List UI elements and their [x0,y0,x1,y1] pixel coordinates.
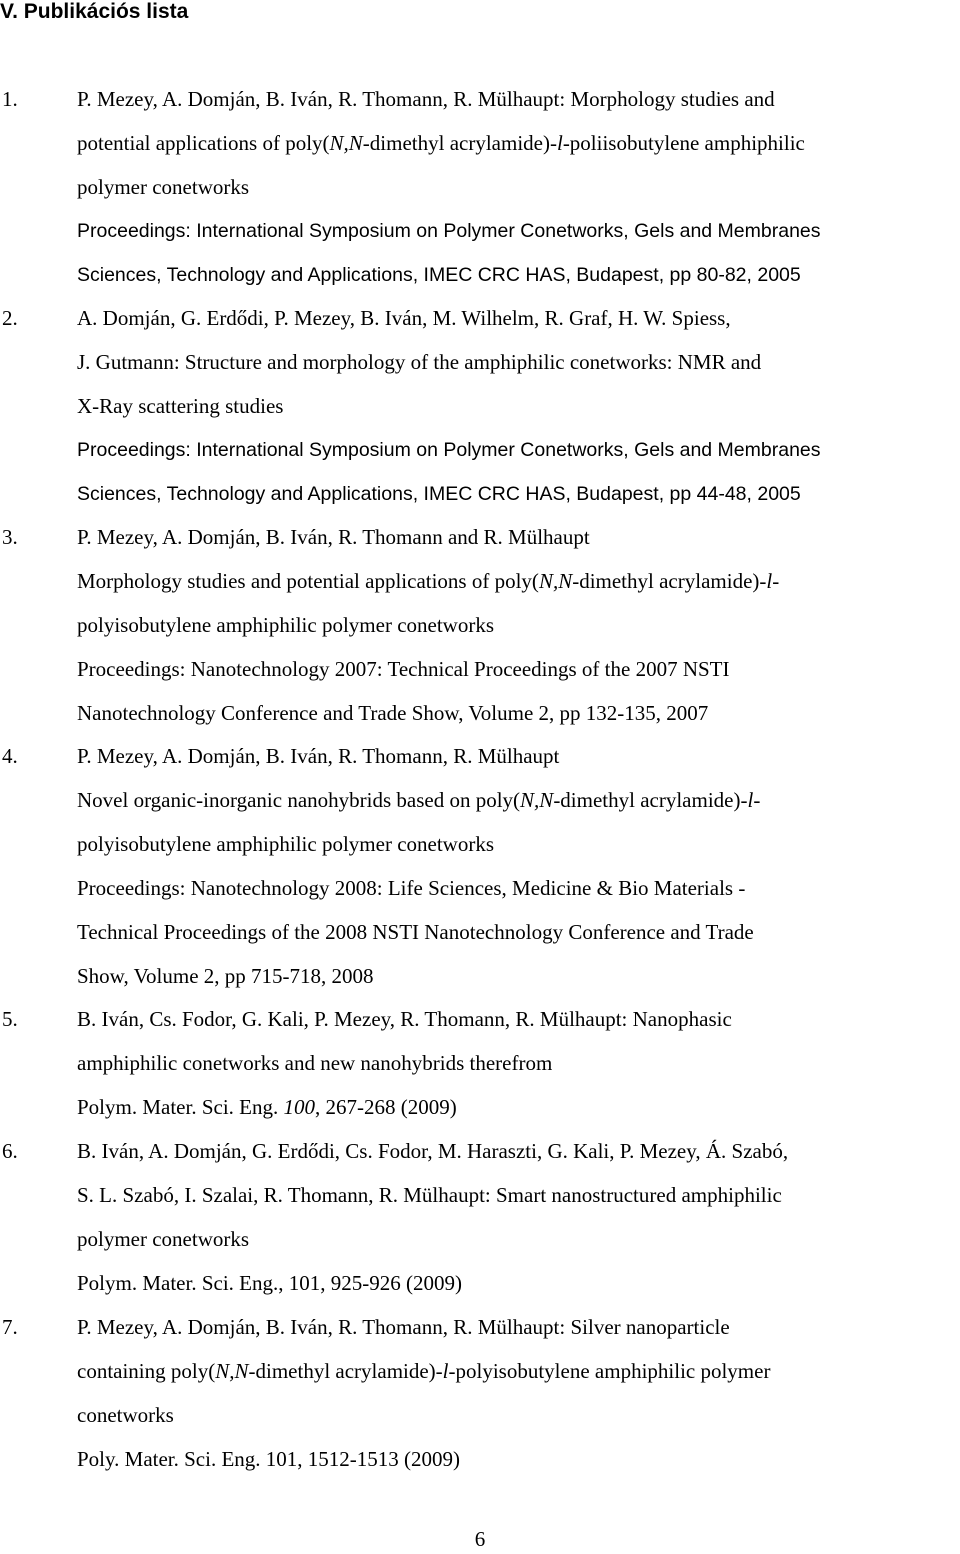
publication-venue: Polym. Mater. Sci. Eng., 101, 925-926 (2009) [77,1271,462,1295]
publication-title-line [77,559,779,603]
publication-title-line: polymer conetworks [77,175,250,199]
publication-venue: Nanotechnology Conference and Trade Show, Volume 2, pp 132-135, 2007 [77,701,709,725]
publication-authors-line [77,77,775,121]
publication-venue: Poly. Mater. Sci. Eng. 101, 1512-1513 (2009) [77,1447,461,1471]
publication-title: Silver nanoparticle [570,1315,730,1339]
publication-title-line: polymer conetworks [77,1227,250,1251]
publication-authors: P. Mezey, A. Domján, B. Iván, R. Thomann, R. Mülhaupt [77,744,560,768]
title-text: -dimethyl acrylamide)- [362,131,557,155]
title-italic: l [766,569,773,593]
title-text: potential applications of poly( [77,131,330,155]
publication-venue: Sciences, Technology and Applications, IMEC CRC HAS, Budapest, pp 44-48, 2005 [77,483,801,505]
publication-authors-line [77,997,732,1041]
title-text: Novel organic-inorganic nanohybrids based on poly( [77,788,521,812]
publication-venue: Proceedings: International Symposium on Polymer Conetworks, Gels and Membranes [77,439,821,461]
publication-venue [77,1085,457,1129]
publication-number: 4. [2,744,18,768]
publication-title-line: polyisobutylene amphiphilic polymer conetworks [77,832,495,856]
publication-authors: J. Gutmann: [77,350,180,374]
publication-authors: B. Iván, Cs. Fodor, G. Kali, P. Mezey, R. Thomann, R. Mülhaupt: [77,1007,628,1031]
publication-authors-line [77,340,761,384]
publication-venue: Proceedings: Nanotechnology 2008: Life Sciences, Medicine & Bio Materials - [77,876,746,900]
publication-authors: P. Mezey, A. Domján, B. Iván, R. Thomann and R. Mülhaupt [77,525,590,549]
publication-title-line: X-Ray scattering studies [77,394,284,418]
publication-authors: B. Iván, A. Domján, G. Erdődi, Cs. Fodor, M. Haraszti, G. Kali, P. Mezey, Á. Szabó, [77,1139,789,1163]
publication-title-line [77,121,805,165]
title-text: -dimethyl acrylamide)- [248,1359,443,1383]
journal-pages: , 267-268 (2009) [315,1095,457,1119]
title-text: Morphology studies and potential applications of poly( [77,569,539,593]
title-text: -poliisobutylene amphiphilic [562,131,805,155]
publication-authors: P. Mezey, A. Domján, B. Iván, R. Thomann, R. Mülhaupt: [77,87,566,111]
title-text: - [772,569,780,593]
publication-title-line [77,1349,770,1393]
publication-authors: A. Domján, G. Erdődi, P. Mezey, B. Iván, M. Wilhelm, R. Graf, H. W. Spiess, [77,306,731,330]
publication-venue: Proceedings: International Symposium on Polymer Conetworks, Gels and Membranes [77,220,821,242]
title-text: - [753,788,761,812]
publication-venue: Proceedings: Nanotechnology 2007: Technical Proceedings of the 2007 NSTI [77,657,730,681]
title-italic: N,N [329,131,363,155]
publication-title: Structure and morphology of the amphiphilic conetworks: NMR and [184,350,762,374]
publication-number: 5. [2,1007,18,1031]
section-heading: V. Publikációs lista [0,0,189,23]
publication-number: 2. [2,306,18,330]
publication-number: 7. [2,1315,18,1339]
journal-volume: 100 [283,1095,315,1119]
publication-venue: Technical Proceedings of the 2008 NSTI Nanotechnology Conference and Trade [77,920,754,944]
title-italic: N,N [538,569,573,593]
publication-title: Smart nanostructured amphiphilic [496,1183,782,1207]
title-italic: l [556,131,563,155]
page-number: 6 [474,1527,486,1551]
publication-authors: P. Mezey, A. Domján, B. Iván, R. Thomann, R. Mülhaupt: [77,1315,566,1339]
publication-authors: S. L. Szabó, I. Szalai, R. Thomann, R. Mülhaupt: [77,1183,491,1207]
publication-venue: Show, Volume 2, pp 715-718, 2008 [77,964,374,988]
publication-title-line: amphiphilic conetworks and new nanohybrids therefrom [77,1051,553,1075]
title-italic: N,N [215,1359,249,1383]
title-text: -dimethyl acrylamide)- [572,569,767,593]
title-text: -polyisobutylene amphiphilic polymer [448,1359,771,1383]
title-italic: l [442,1359,449,1383]
title-text: -dimethyl acrylamide)- [553,788,748,812]
journal-name: Polym. Mater. Sci. Eng. [77,1095,279,1119]
publication-title-line [77,778,760,822]
publication-authors-line [77,1173,782,1217]
title-italic: l [747,788,754,812]
publication-title: Morphology studies and [570,87,775,111]
publication-venue: Sciences, Technology and Applications, IMEC CRC HAS, Budapest, pp 80-82, 2005 [77,264,801,286]
title-italic: N,N [520,788,554,812]
title-text: containing poly( [77,1359,216,1383]
publication-number: 3. [2,525,18,549]
publication-number: 6. [2,1139,18,1163]
publication-title: Nanophasic [632,1007,732,1031]
publication-title-line: polyisobutylene amphiphilic polymer conetworks [77,613,495,637]
publication-number: 1. [2,87,18,111]
publication-authors-line [77,1305,730,1349]
publication-title-line: conetworks [77,1403,174,1427]
